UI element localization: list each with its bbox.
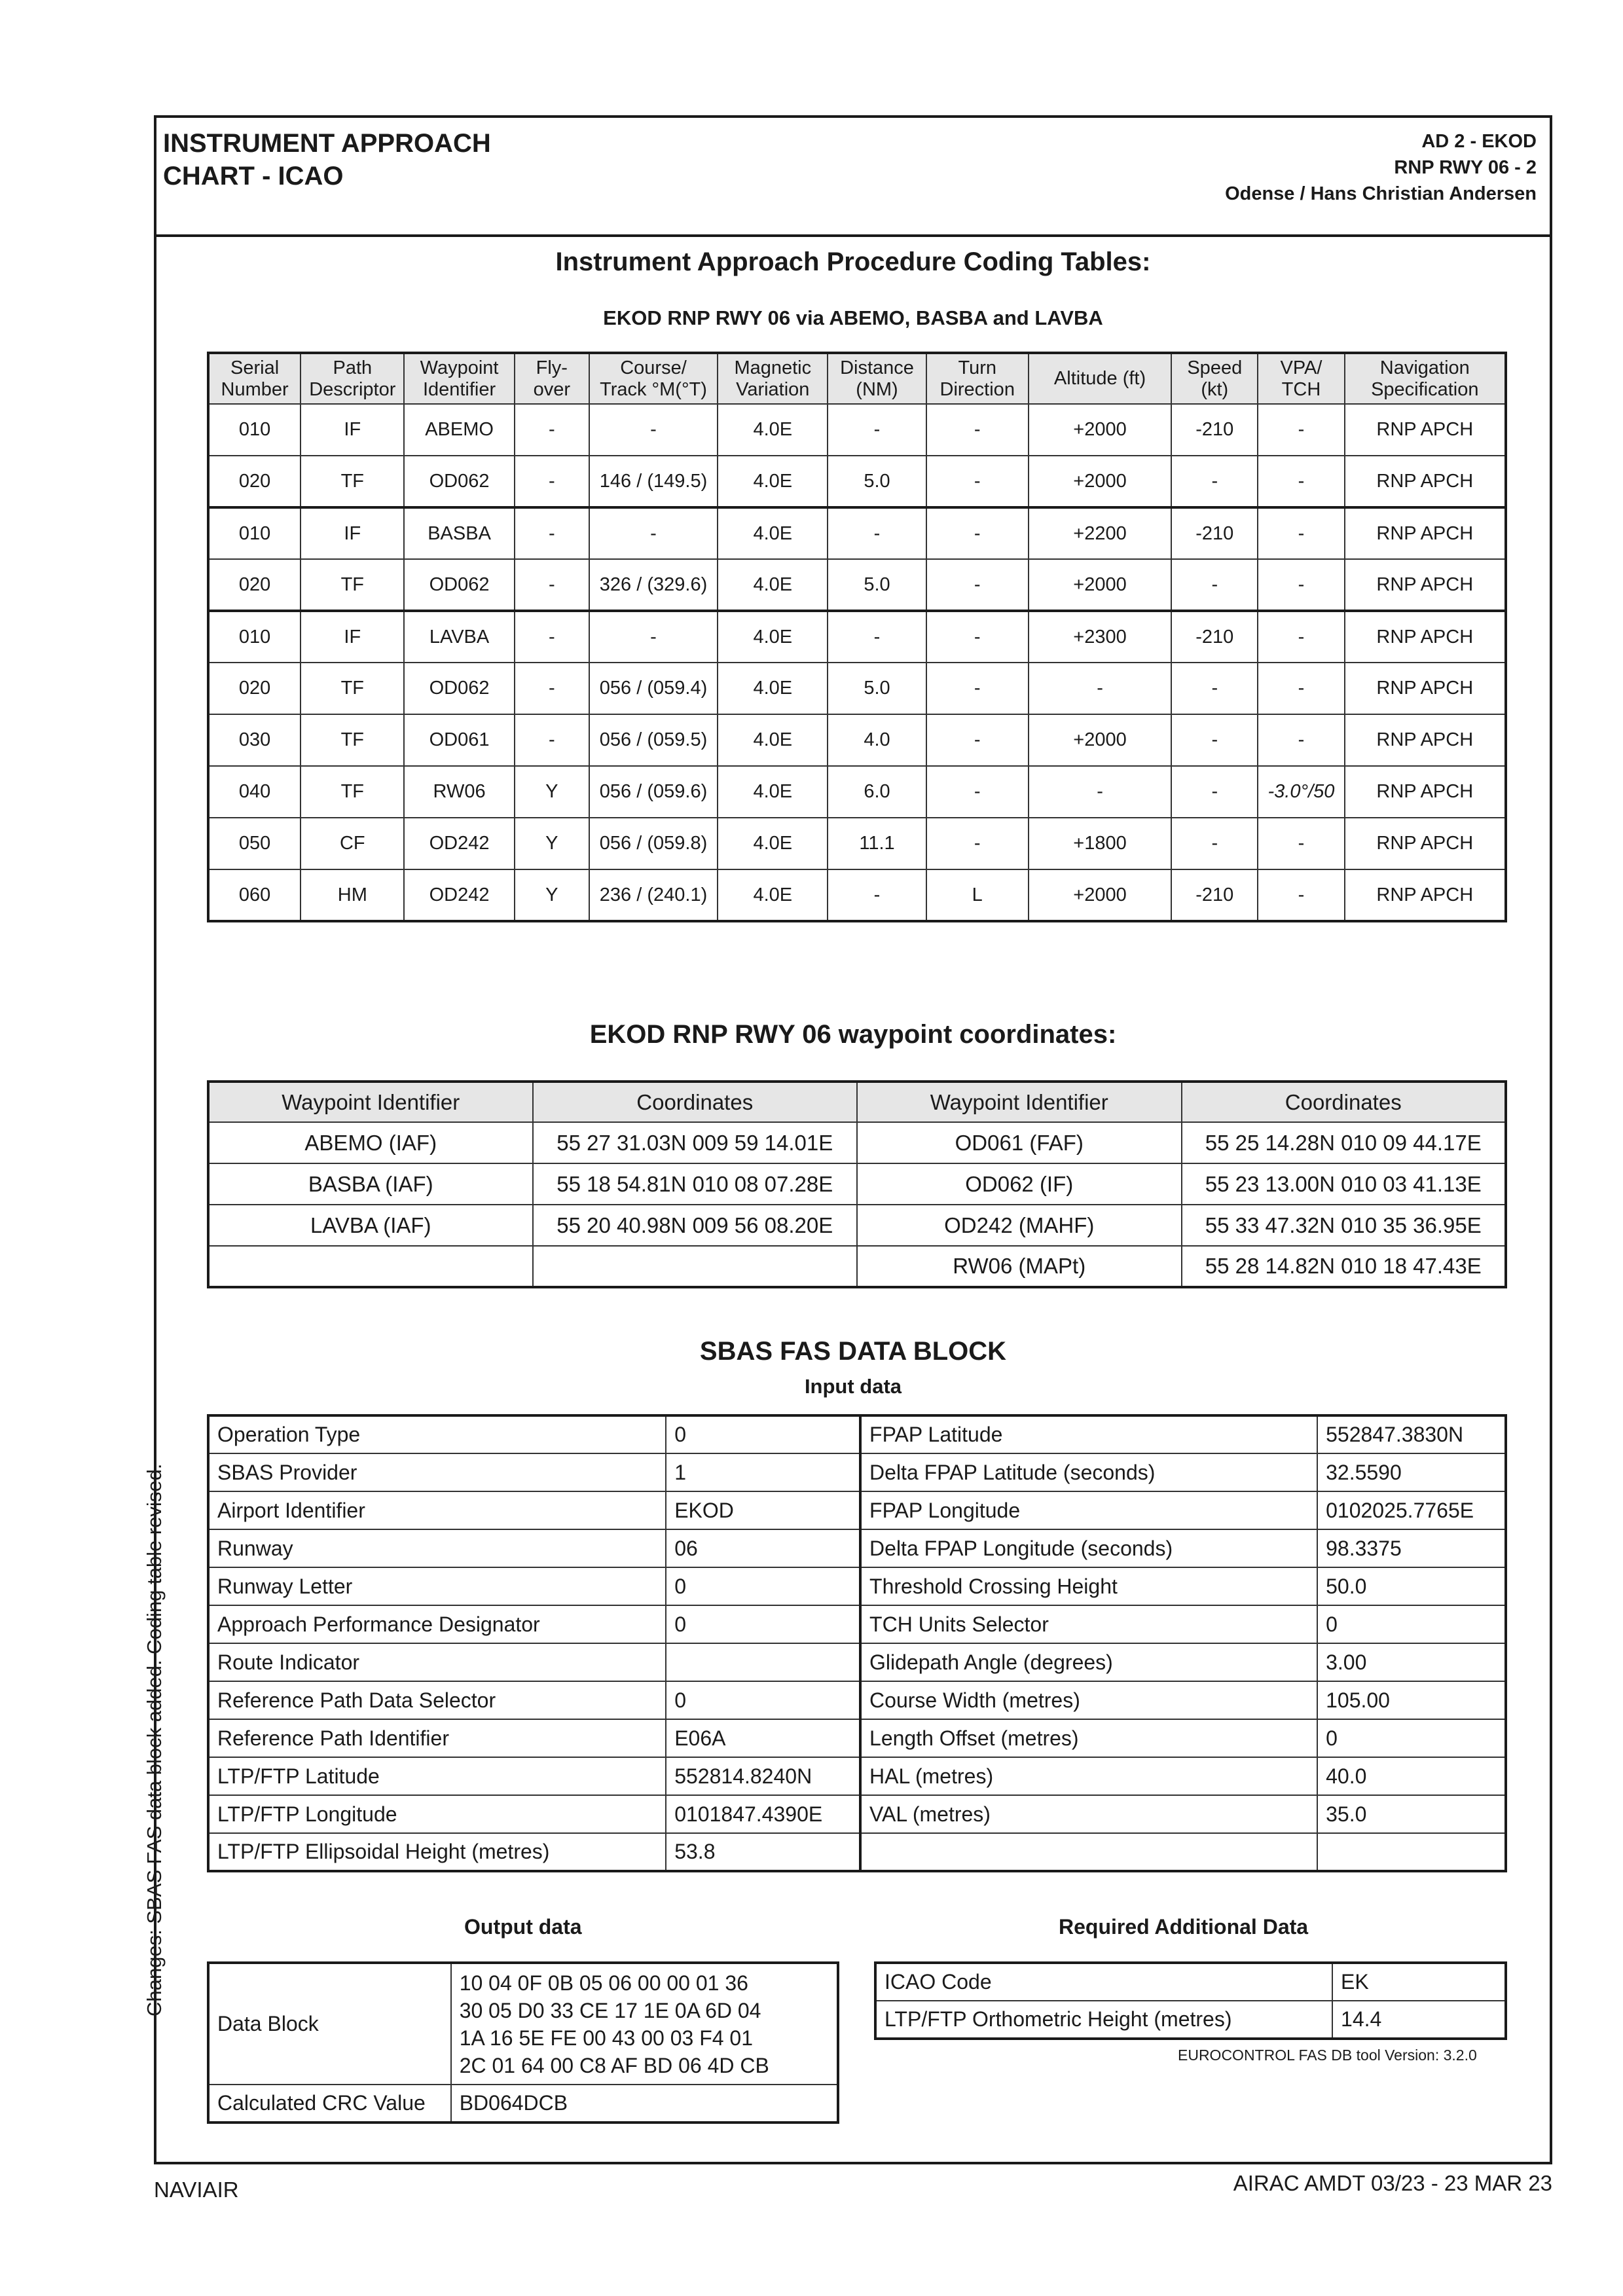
coding-cell: 4.0E [718, 559, 828, 611]
coding-row [208, 507, 1506, 559]
crc-value: BD064DCB [451, 2085, 838, 2123]
sbas-parameter: Approach Performance Designator [208, 1605, 666, 1643]
coding-cell: - [926, 404, 1029, 456]
coding-cell: 4.0E [718, 818, 828, 869]
sbas-value [666, 1643, 860, 1681]
coding-cell: 010 [208, 611, 301, 663]
sbas-value: E06A [666, 1719, 860, 1757]
sbas-parameter: Course Width (metres) [860, 1681, 1317, 1719]
sbas-row [208, 1491, 1506, 1529]
coding-cell: RNP APCH [1345, 404, 1506, 456]
waypoint-coordinates: 55 27 31.03N 009 59 14.01E [533, 1122, 858, 1163]
coding-cell: IF [301, 404, 404, 456]
coding-cell: IF [301, 611, 404, 663]
coding-cell: - [1258, 404, 1344, 456]
coding-cell: +2000 [1029, 559, 1171, 611]
sbas-value [1317, 1833, 1506, 1871]
coding-cell: -210 [1171, 611, 1258, 663]
coding-cell: 11.1 [828, 818, 926, 869]
required-value: EK [1332, 1963, 1506, 2001]
coding-cell: ABEMO [404, 404, 514, 456]
output-data-table [207, 1961, 839, 2124]
coding-cell: - [1029, 663, 1171, 714]
sbas-parameter: Length Offset (metres) [860, 1719, 1317, 1757]
coding-cell: TF [301, 766, 404, 818]
sbas-row [208, 1453, 1506, 1491]
coding-cell: - [926, 559, 1029, 611]
coding-cell: +2000 [1029, 456, 1171, 507]
waypoint-coordinates [533, 1246, 858, 1287]
coding-cell: 5.0 [828, 663, 926, 714]
coding-column-header [926, 353, 1029, 404]
coding-cell: 146 / (149.5) [589, 456, 718, 507]
waypoint-identifier: LAVBA (IAF) [208, 1205, 533, 1246]
coding-cell: 010 [208, 507, 301, 559]
column-header-line: Number [221, 378, 289, 400]
column-header-line: Serial [230, 357, 280, 378]
coding-cell: - [515, 559, 589, 611]
waypoint-coordinates: 55 20 40.98N 009 56 08.20E [533, 1205, 858, 1246]
coding-cell: RNP APCH [1345, 714, 1506, 766]
coding-cell: OD062 [404, 663, 514, 714]
coding-cell: RNP APCH [1345, 559, 1506, 611]
chart-type-line2: CHART - ICAO [163, 162, 344, 191]
required-row [875, 2001, 1506, 2039]
coding-cell: Y [515, 869, 589, 921]
footer-amendment: AIRAC AMDT 03/23 - 23 MAR 23 [1233, 2171, 1552, 2195]
column-header-line: Fly- [536, 357, 568, 378]
coding-cell: +2200 [1029, 507, 1171, 559]
coding-cell: RNP APCH [1345, 456, 1506, 507]
coding-cell: 5.0 [828, 559, 926, 611]
coding-cell: -210 [1171, 404, 1258, 456]
waypoint-coordinates: 55 28 14.82N 010 18 47.43E [1182, 1246, 1506, 1287]
sbas-title: SBAS FAS DATA BLOCK [699, 1337, 1007, 1366]
column-header-line: Magnetic [734, 357, 812, 378]
coding-cell: 6.0 [828, 766, 926, 818]
coding-cell: HM [301, 869, 404, 921]
waypoint-identifier: ABEMO (IAF) [208, 1122, 533, 1163]
sbas-parameter: LTP/FTP Latitude [208, 1757, 666, 1795]
coding-cell: 056 / (059.6) [589, 766, 718, 818]
wc-header-coordinates: Coordinates [533, 1082, 858, 1122]
required-data-label: Required Additional Data [1059, 1915, 1309, 1939]
waypoint-identifier [208, 1246, 533, 1287]
coding-column-header [404, 353, 514, 404]
coding-row [208, 611, 1506, 663]
coding-cell: L [926, 869, 1029, 921]
coding-cell: 4.0E [718, 507, 828, 559]
sbas-row [208, 1605, 1506, 1643]
data-block-value [451, 1963, 838, 2085]
coding-cell: - [926, 507, 1029, 559]
coding-cell: -210 [1171, 507, 1258, 559]
data-block-row [208, 1963, 838, 2085]
sbas-value: 552847.3830N [1317, 1415, 1506, 1453]
coding-cell: +2000 [1029, 714, 1171, 766]
coding-cell: - [1258, 663, 1344, 714]
sbas-value: 0 [666, 1681, 860, 1719]
coding-cell: - [1258, 456, 1344, 507]
coding-column-header [1171, 353, 1258, 404]
chart-reference [1225, 128, 1537, 207]
sbas-value: 3.00 [1317, 1643, 1506, 1681]
sbas-value: 40.0 [1317, 1757, 1506, 1795]
coding-cell: 4.0E [718, 611, 828, 663]
coding-cell: - [515, 663, 589, 714]
waypoint-coordinates-title: EKOD RNP RWY 06 waypoint coordinates: [589, 1020, 1117, 1049]
coding-row [208, 714, 1506, 766]
coding-cell: RNP APCH [1345, 766, 1506, 818]
coding-row [208, 818, 1506, 869]
required-row [875, 1963, 1506, 2001]
coding-cell: - [828, 507, 926, 559]
coding-cell: - [926, 766, 1029, 818]
coding-cell: Y [515, 818, 589, 869]
output-data-label: Output data [464, 1915, 582, 1939]
coding-cell: RW06 [404, 766, 514, 818]
coding-cell: 4.0E [718, 714, 828, 766]
coding-cell: - [926, 714, 1029, 766]
coding-cell: - [1258, 869, 1344, 921]
coding-row [208, 766, 1506, 818]
waypoint-coordinates-table [207, 1080, 1507, 1288]
column-header-line: Turn [958, 357, 997, 378]
coding-cell: TF [301, 456, 404, 507]
coding-row [208, 456, 1506, 507]
sbas-parameter: Route Indicator [208, 1643, 666, 1681]
sbas-row [208, 1833, 1506, 1871]
chart-frame [154, 115, 1552, 2164]
coding-cell: +2300 [1029, 611, 1171, 663]
sbas-value: 105.00 [1317, 1681, 1506, 1719]
sbas-row [208, 1681, 1506, 1719]
column-header-line: Identifier [422, 378, 496, 400]
sbas-parameter: Runway Letter [208, 1567, 666, 1605]
sbas-parameter: Delta FPAP Longitude (seconds) [860, 1529, 1317, 1567]
coding-cell: 060 [208, 869, 301, 921]
sbas-value: EKOD [666, 1491, 860, 1529]
sbas-parameter: Reference Path Identifier [208, 1719, 666, 1757]
coding-column-header [589, 353, 718, 404]
aerodrome-name: Odense / Hans Christian Andersen [1225, 183, 1537, 204]
coding-cell: - [515, 404, 589, 456]
coding-cell: 050 [208, 818, 301, 869]
coding-cell: TF [301, 663, 404, 714]
sbas-parameter: Airport Identifier [208, 1491, 666, 1529]
sbas-parameter: Glidepath Angle (degrees) [860, 1643, 1317, 1681]
coding-cell: - [926, 611, 1029, 663]
sbas-value: 98.3375 [1317, 1529, 1506, 1567]
waypoint-identifier: OD062 (IF) [857, 1163, 1182, 1205]
coding-cell: - [515, 507, 589, 559]
tool-version: EUROCONTROL FAS DB tool Version: 3.2.0 [1178, 2047, 1477, 2064]
sbas-parameter: TCH Units Selector [860, 1605, 1317, 1643]
coding-cell: - [1171, 663, 1258, 714]
waypoint-row [208, 1122, 1506, 1163]
coding-column-header [515, 353, 589, 404]
wc-header-waypoint: Waypoint Identifier [208, 1082, 533, 1122]
coding-cell: -210 [1171, 869, 1258, 921]
column-header-line: Distance [840, 357, 914, 378]
coding-cell: - [1029, 766, 1171, 818]
footer-publisher: NAVIAIR [154, 2178, 239, 2202]
coding-cell: - [1258, 611, 1344, 663]
sbas-row [208, 1719, 1506, 1757]
coding-cell: - [1258, 559, 1344, 611]
coding-cell: - [589, 404, 718, 456]
ad-reference: AD 2 - EKOD [1421, 131, 1537, 152]
column-header-line: Navigation [1379, 357, 1470, 378]
coding-cell: - [1258, 818, 1344, 869]
coding-column-header [1258, 353, 1344, 404]
coding-cell: 4.0E [718, 869, 828, 921]
coding-cell: +1800 [1029, 818, 1171, 869]
coding-cell: 4.0E [718, 456, 828, 507]
coding-row [208, 404, 1506, 456]
coding-cell: LAVBA [404, 611, 514, 663]
coding-cell: - [515, 456, 589, 507]
coding-cell: - [1171, 456, 1258, 507]
procedure-reference: RNP RWY 06 - 2 [1394, 157, 1537, 178]
coding-cell: 4.0E [718, 766, 828, 818]
sbas-parameter: Runway [208, 1529, 666, 1567]
coding-cell: 020 [208, 559, 301, 611]
coding-cell: 4.0E [718, 663, 828, 714]
sbas-parameter [860, 1833, 1317, 1871]
required-label: ICAO Code [875, 1963, 1332, 2001]
coding-cell: - [1171, 714, 1258, 766]
sbas-value: 0102025.7765E [1317, 1491, 1506, 1529]
coding-cell: - [1171, 766, 1258, 818]
coding-cell: Y [515, 766, 589, 818]
coding-table [207, 352, 1507, 922]
coding-row [208, 663, 1506, 714]
coding-cell: 020 [208, 663, 301, 714]
data-block-line: 2C 01 64 00 C8 AF BD 06 4D CB [459, 2053, 769, 2077]
sbas-value: 32.5590 [1317, 1453, 1506, 1491]
waypoint-coordinates: 55 23 13.00N 010 03 41.13E [1182, 1163, 1506, 1205]
coding-cell: - [926, 456, 1029, 507]
sbas-row [208, 1795, 1506, 1833]
column-header-line: over [533, 378, 570, 400]
sbas-value: 53.8 [666, 1833, 860, 1871]
sbas-value: 35.0 [1317, 1795, 1506, 1833]
waypoint-row [208, 1205, 1506, 1246]
coding-cell: OD242 [404, 869, 514, 921]
chart-type-line1: INSTRUMENT APPROACH [163, 129, 491, 158]
coding-cell: 040 [208, 766, 301, 818]
coding-main-title: Instrument Approach Procedure Coding Tables: [555, 247, 1151, 276]
waypoint-identifier: OD242 (MAHF) [857, 1205, 1182, 1246]
sbas-parameter: SBAS Provider [208, 1453, 666, 1491]
column-header-line: (NM) [856, 378, 898, 400]
coding-cell: +2000 [1029, 404, 1171, 456]
required-data-table [874, 1961, 1507, 2040]
coding-cell: - [1171, 559, 1258, 611]
coding-cell: CF [301, 818, 404, 869]
coding-cell: - [515, 611, 589, 663]
waypoint-identifier: RW06 (MAPt) [857, 1246, 1182, 1287]
coding-cell: - [515, 714, 589, 766]
column-header-line: Specification [1371, 378, 1479, 400]
coding-cell: RNP APCH [1345, 869, 1506, 921]
coding-cell: - [828, 611, 926, 663]
column-header-line: Course/ [620, 357, 687, 378]
column-header-line: Variation [736, 378, 810, 400]
coding-column-header [1029, 353, 1171, 404]
coding-cell: - [589, 507, 718, 559]
coding-cell: BASBA [404, 507, 514, 559]
coding-row [208, 559, 1506, 611]
waypoint-row [208, 1246, 1506, 1287]
required-label: LTP/FTP Orthometric Height (metres) [875, 2001, 1332, 2039]
coding-cell: 020 [208, 456, 301, 507]
sbas-value: 50.0 [1317, 1567, 1506, 1605]
column-header-line: Altitude (ft) [1053, 368, 1146, 389]
coding-cell: IF [301, 507, 404, 559]
coding-column-header [828, 353, 926, 404]
waypoint-row [208, 1163, 1506, 1205]
coding-row [208, 869, 1506, 921]
coding-cell: - [926, 663, 1029, 714]
coding-cell: - [1258, 507, 1344, 559]
coding-cell: - [589, 611, 718, 663]
coding-column-header [301, 353, 404, 404]
coding-cell: +2000 [1029, 869, 1171, 921]
coding-column-header [1345, 353, 1506, 404]
column-header-line: (kt) [1201, 378, 1229, 400]
waypoint-coordinates: 55 25 14.28N 010 09 44.17E [1182, 1122, 1506, 1163]
coding-column-header [718, 353, 828, 404]
coding-cell: 4.0E [718, 404, 828, 456]
sbas-parameter: Threshold Crossing Height [860, 1567, 1317, 1605]
sbas-parameter: LTP/FTP Longitude [208, 1795, 666, 1833]
coding-cell: - [926, 818, 1029, 869]
waypoint-identifier: OD061 (FAF) [857, 1122, 1182, 1163]
sbas-value: 0 [666, 1415, 860, 1453]
coding-cell: 030 [208, 714, 301, 766]
coding-cell: OD062 [404, 559, 514, 611]
data-block-line: 10 04 0F 0B 05 06 00 00 01 36 [459, 1971, 748, 1995]
coding-subtitle: EKOD RNP RWY 06 via ABEMO, BASBA and LAVBA [603, 306, 1103, 329]
coding-cell: RNP APCH [1345, 818, 1506, 869]
sbas-row [208, 1529, 1506, 1567]
coding-cell: 056 / (059.4) [589, 663, 718, 714]
waypoint-coordinates: 55 33 47.32N 010 35 36.95E [1182, 1205, 1506, 1246]
column-header-line: Waypoint [420, 357, 499, 378]
sbas-parameter: HAL (metres) [860, 1757, 1317, 1795]
coding-cell: RNP APCH [1345, 611, 1506, 663]
coding-cell: - [1258, 714, 1344, 766]
wc-header-waypoint-2: Waypoint Identifier [857, 1082, 1182, 1122]
sbas-parameter: LTP/FTP Ellipsoidal Height (metres) [208, 1833, 666, 1871]
crc-label: Calculated CRC Value [208, 2085, 451, 2123]
sbas-parameter: FPAP Longitude [860, 1491, 1317, 1529]
coding-cell: 010 [208, 404, 301, 456]
change-note: Changes: SBAS FAS data block added. Coding table revised. [143, 1463, 166, 2016]
coding-cell: OD062 [404, 456, 514, 507]
sbas-value: 0 [666, 1605, 860, 1643]
coding-cell: OD242 [404, 818, 514, 869]
sbas-value: 552814.8240N [666, 1757, 860, 1795]
sbas-parameter: FPAP Latitude [860, 1415, 1317, 1453]
sbas-input-label: Input data [804, 1375, 902, 1398]
data-block-line: 30 05 D0 33 CE 17 1E 0A 6D 04 [459, 1998, 761, 2022]
coding-cell: TF [301, 714, 404, 766]
chart-type-title [163, 127, 491, 192]
wc-header-coordinates-2: Coordinates [1182, 1082, 1506, 1122]
sbas-value: 0 [1317, 1605, 1506, 1643]
chart-header [156, 118, 1550, 237]
column-header-line: Descriptor [309, 378, 396, 400]
coding-cell: 056 / (059.5) [589, 714, 718, 766]
data-block-line: 1A 16 5E FE 00 43 00 03 F4 01 [459, 2026, 754, 2050]
sbas-parameter: VAL (metres) [860, 1795, 1317, 1833]
sbas-value: 0 [666, 1567, 860, 1605]
sbas-row [208, 1567, 1506, 1605]
coding-cell: 326 / (329.6) [589, 559, 718, 611]
sbas-parameter: Delta FPAP Latitude (seconds) [860, 1453, 1317, 1491]
column-header-line: Track °M(°T) [600, 378, 707, 400]
coding-cell: TF [301, 559, 404, 611]
required-value: 14.4 [1332, 2001, 1506, 2039]
sbas-parameter: Reference Path Data Selector [208, 1681, 666, 1719]
sbas-parameter: Operation Type [208, 1415, 666, 1453]
coding-cell: RNP APCH [1345, 507, 1506, 559]
data-block-label: Data Block [208, 1963, 451, 2085]
coding-cell: 056 / (059.8) [589, 818, 718, 869]
coding-cell: -3.0°/50 [1258, 766, 1344, 818]
sbas-row [208, 1643, 1506, 1681]
sbas-value: 0 [1317, 1719, 1506, 1757]
sbas-row [208, 1757, 1506, 1795]
coding-cell: - [828, 404, 926, 456]
crc-row [208, 2085, 838, 2123]
column-header-line: TCH [1281, 378, 1321, 400]
sbas-input-table [207, 1414, 1507, 1872]
coding-cell: RNP APCH [1345, 663, 1506, 714]
sbas-value: 1 [666, 1453, 860, 1491]
coding-cell: - [828, 869, 926, 921]
waypoint-identifier: BASBA (IAF) [208, 1163, 533, 1205]
sbas-value: 06 [666, 1529, 860, 1567]
column-header-line: Direction [939, 378, 1015, 400]
coding-cell: 5.0 [828, 456, 926, 507]
sbas-row [208, 1415, 1506, 1453]
sbas-value: 0101847.4390E [666, 1795, 860, 1833]
waypoint-coordinates: 55 18 54.81N 010 08 07.28E [533, 1163, 858, 1205]
coding-column-header [208, 353, 301, 404]
column-header-line: Path [333, 357, 373, 378]
coding-cell: OD061 [404, 714, 514, 766]
column-header-line: VPA/ [1280, 357, 1322, 378]
coding-cell: - [1171, 818, 1258, 869]
coding-cell: 236 / (240.1) [589, 869, 718, 921]
coding-cell: 4.0 [828, 714, 926, 766]
column-header-line: Speed [1187, 357, 1243, 378]
